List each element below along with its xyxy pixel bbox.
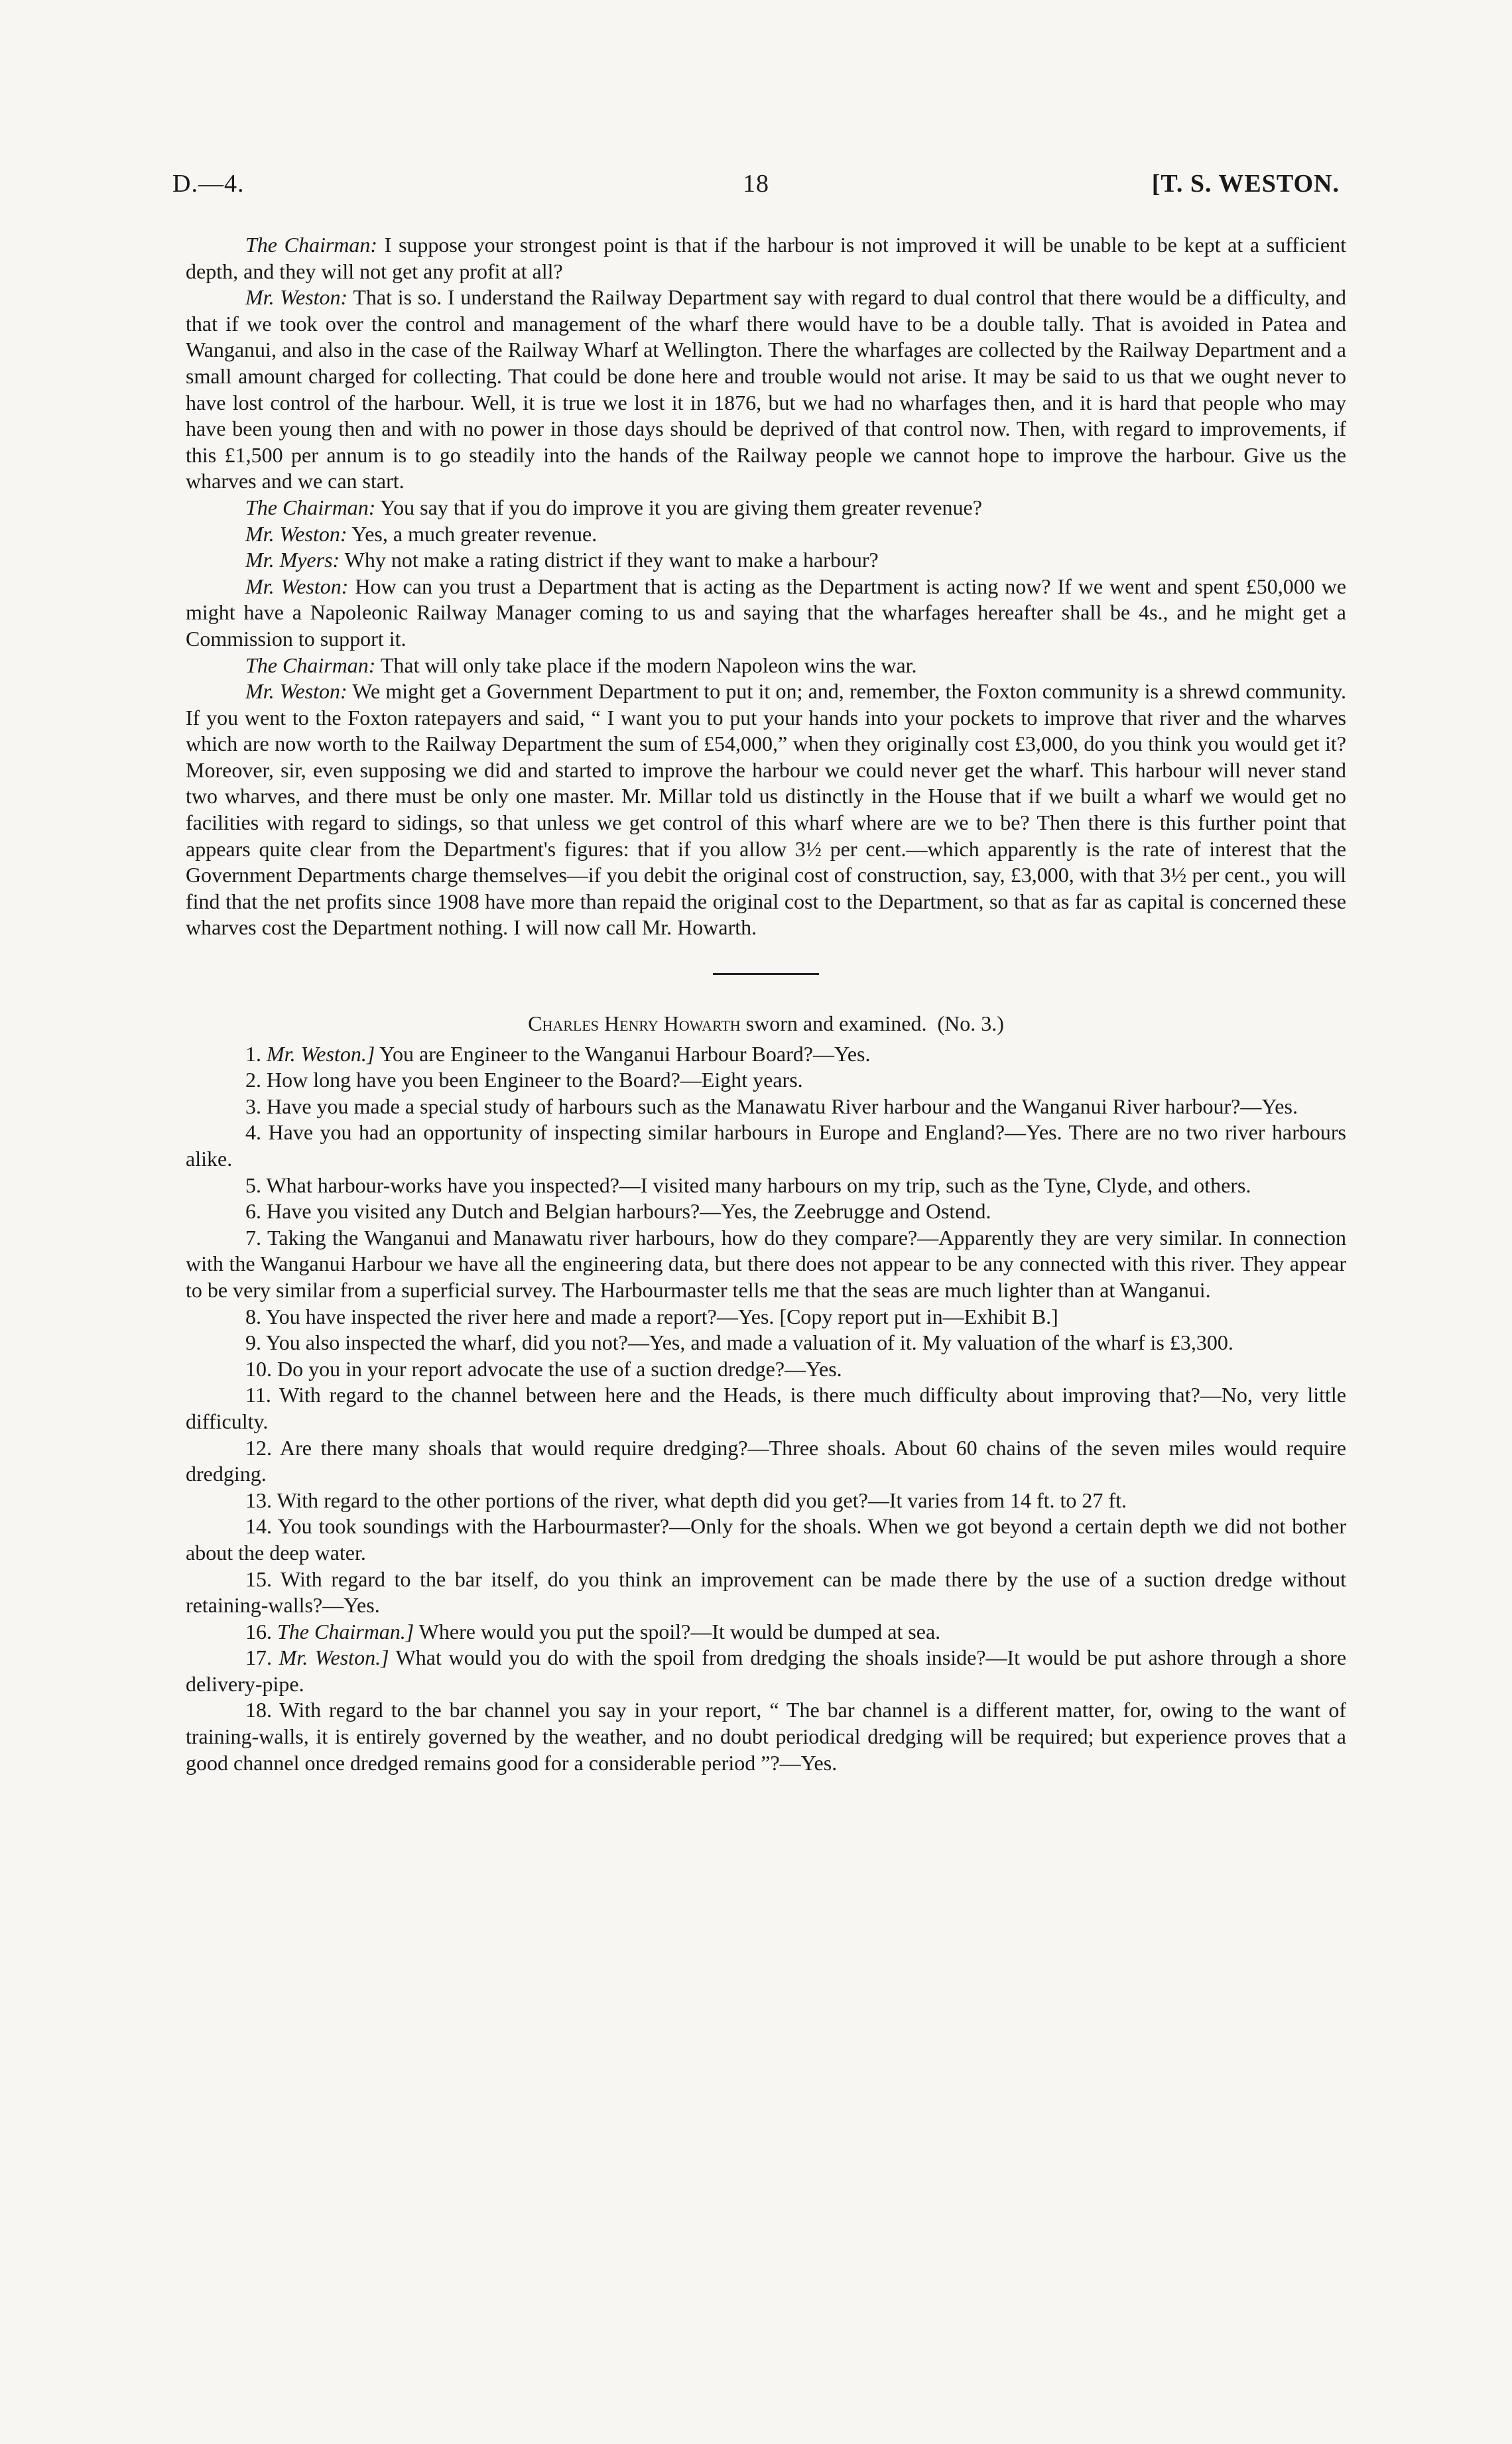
question-paragraph xyxy=(186,1513,1346,1566)
question-number: 11. xyxy=(245,1383,271,1407)
page-number: 18 xyxy=(743,170,769,198)
page-header xyxy=(172,169,1340,209)
dialogue-paragraph xyxy=(186,574,1346,653)
question-text: With regard to the bar itself, do you think an improvement can be made there by the use of a suction dredge without retaining-walls?—Yes. xyxy=(186,1567,1347,1618)
speech-text: Why not make a rating district if they want to make a harbour? xyxy=(340,548,879,572)
section-divider xyxy=(713,973,819,975)
speech-text: How can you trust a Department that is acting as the Department is acting now? If we went and spent £50,000 we might have a Napoleonic Railway Manager coming to us and saying that the wharfages hereafter shall be 4s., and he might get a Commission to support it. xyxy=(186,574,1347,651)
question-number: 9. xyxy=(245,1330,261,1355)
question-text: Where would you put the spoil?—It would be dumped at sea. xyxy=(414,1619,941,1643)
question-number: 12. xyxy=(245,1435,272,1460)
question-paragraph xyxy=(186,1041,1346,1068)
question-paragraph xyxy=(186,1697,1346,1776)
question-text: Are there many shoals that would require dredging?—Three shoals. About 60 chains of the seven miles would require dredging. xyxy=(186,1435,1347,1486)
question-number: 2. xyxy=(245,1068,261,1092)
question-paragraph xyxy=(186,1173,1346,1199)
question-text: Do you in your report advocate the use of a suction dredge?—Yes. xyxy=(277,1356,842,1381)
question-text: Have you visited any Dutch and Belgian harbours?—Yes, the Zeebrugge and Ostend. xyxy=(267,1199,991,1224)
question-number: 7. xyxy=(245,1225,261,1250)
question-text: What would you do with the spoil from dredging the shoals inside?—It would be put ashore through a shore delivery-pipe. xyxy=(186,1645,1347,1696)
question-paragraph xyxy=(186,1198,1346,1225)
question-paragraph xyxy=(186,1225,1346,1304)
question-paragraph xyxy=(186,1120,1346,1172)
examination-questions xyxy=(186,1041,1346,1777)
question-number: 16. xyxy=(245,1619,272,1643)
question-text: You are Engineer to the Wanganui Harbour Board?—Yes. xyxy=(375,1041,871,1066)
speaker-label: The Chairman: xyxy=(245,233,378,257)
dialogue-paragraph xyxy=(186,521,1346,548)
witness-heading: Charles Henry Howarth sworn and examined. (No. 3.) xyxy=(528,1011,1004,1036)
dialogue-paragraph xyxy=(186,678,1346,941)
question-paragraph xyxy=(186,1488,1346,1514)
questioner-label: Mr. Weston.] xyxy=(279,1645,389,1670)
question-text: What harbour-works have you inspected?—I visited many harbours on my trip, such as the Tyne, Clyde, and others. xyxy=(266,1173,1251,1197)
question-number: 13. xyxy=(245,1488,272,1512)
question-paragraph xyxy=(186,1435,1346,1488)
question-paragraph xyxy=(186,1567,1346,1619)
question-number: 4. xyxy=(245,1120,261,1145)
witness-header: [T. S. WESTON. xyxy=(1151,170,1340,198)
speaker-label: Mr. Myers: xyxy=(245,548,340,572)
question-number: 17. xyxy=(245,1645,272,1670)
speaker-label: Mr. Weston: xyxy=(245,521,347,546)
question-text: With regard to the other portions of the river, what depth did you get?—It varies from 14 ft. to 27 ft. xyxy=(277,1488,1127,1512)
speech-text: That will only take place if the modern Napoleon wins the war. xyxy=(375,653,917,677)
question-number: 5. xyxy=(245,1173,261,1197)
question-paragraph xyxy=(186,1067,1346,1094)
question-paragraph xyxy=(186,1330,1346,1356)
speaker-label: The Chairman: xyxy=(245,495,376,519)
document-reference: D.—4. xyxy=(172,170,245,198)
dialogue-paragraph xyxy=(186,653,1346,679)
opening-dialogue xyxy=(186,232,1346,941)
question-paragraph xyxy=(186,1619,1346,1645)
question-text: Taking the Wanganui and Manawatu river harbours, how do they compare?—Apparently they are very similar. In connection with the Wanganui Harbour we have all the engineering data, but there does not appear to be any connected with this river. They appear to be very similar from a superficial survey. The Harbourmaster tells me that the seas are much lighter than at Wanganui. xyxy=(186,1225,1347,1302)
question-number: 3. xyxy=(245,1094,261,1118)
question-number: 10. xyxy=(245,1356,272,1381)
document-body xyxy=(186,232,1346,1776)
question-text: Have you had an opportunity of inspecting similar harbours in Europe and England?—Yes. There are no two river harbours alike. xyxy=(186,1120,1347,1171)
question-number: 14. xyxy=(245,1514,272,1539)
question-number: 1. xyxy=(245,1041,261,1066)
question-text: You also inspected the wharf, did you not?—Yes, and made a valuation of it. My valuation of the wharf is £3,300. xyxy=(265,1330,1233,1355)
question-paragraph xyxy=(186,1645,1346,1697)
question-paragraph xyxy=(186,1382,1346,1435)
speech-text: I suppose your strongest point is that if the harbour is not improved it will be unable to be kept at a sufficient depth, and they will not get any profit at all? xyxy=(186,233,1346,283)
speech-text: You say that if you do improve it you are giving them greater revenue? xyxy=(375,495,982,519)
speech-text: Yes, a much greater revenue. xyxy=(347,521,598,546)
question-text: Have you made a special study of harbours such as the Manawatu River harbour and the Wanganui River harbour?—Yes. xyxy=(267,1094,1298,1118)
speaker-label: Mr. Weston: xyxy=(245,574,349,598)
speaker-label: The Chairman: xyxy=(245,653,376,677)
dialogue-paragraph xyxy=(186,285,1346,495)
questioner-label: The Chairman.] xyxy=(277,1619,414,1643)
question-number: 18. xyxy=(245,1698,272,1722)
speaker-label: Mr. Weston: xyxy=(245,285,348,310)
question-number: 6. xyxy=(245,1199,261,1224)
question-text: You took soundings with the Harbourmaster?—Only for the shoals. When we got beyond a certain depth we did not bother about the deep water. xyxy=(186,1514,1347,1565)
question-number: 15. xyxy=(245,1567,272,1591)
speaker-label: Mr. Weston: xyxy=(245,679,347,704)
question-text: With regard to the channel between here and the Heads, is there much difficulty about improving that?—No, very little difficulty. xyxy=(186,1383,1347,1433)
question-paragraph xyxy=(186,1304,1346,1330)
question-text: With regard to the bar channel you say in your report, “ The bar channel is a different matter, for, owing to the want of training-walls, it is entirely governed by the weather, and no doubt periodical dredging will be required; but experience proves that a good channel once dredged remains good for a considerable period ”?—Yes. xyxy=(186,1698,1347,1775)
question-text: How long have you been Engineer to the Board?—Eight years. xyxy=(267,1068,803,1092)
question-paragraph xyxy=(186,1094,1346,1120)
dialogue-paragraph xyxy=(186,232,1346,285)
speech-text: We might get a Government Department to put it on; and, remember, the Foxton community is a shrewd community. If you went to the Foxton ratepayers and said, “ I want you to put your hands into your pockets to improve that river and the wharves which are now worth to the Railway Department the sum of £54,000,” when they originally cost £3,000, do you think you would get it? Moreover, sir, even supposing we did and started to improve the harbour we could never get the wharf. This harbour will never stand two wharves, and there must be only one master. Mr. Millar told us distinctly in the House that if we built a wharf we would get no facilities with regard to sidings, so that unless we get control of this wharf where are we to be? Then there is this further point that appears quite clear from the Department's figures: that if you allow 3½ per cent.—which apparently is the rate of interest that the Government Departments charge themselves—if you debit the original cost of construction, say, £3,000, with that 3½ per cent., you will find that the net profits since 1908 have more than repaid the original cost to the Department, so that as far as capital is concerned these wharves cost the Department nothing. I will now call Mr. Howarth. xyxy=(186,679,1347,940)
dialogue-paragraph xyxy=(186,547,1346,574)
dialogue-paragraph xyxy=(186,495,1346,521)
question-number: 8. xyxy=(245,1304,261,1328)
question-text: You have inspected the river here and made a report?—Yes. [Copy report put in—Exhibit B.] xyxy=(265,1304,1058,1328)
questioner-label: Mr. Weston.] xyxy=(267,1041,375,1066)
speech-text: That is so. I understand the Railway Department say with regard to dual control that there would be a difficulty, and that if we took over the control and management of the wharf there would have to be a double tally. That is avoided in Patea and Wanganui, and also in the case of the Railway Wharf at Wellington. There the wharfages are collected by the Railway Department and a small amount charged for collecting. That could be done here and trouble would not arise. It may be said to us that we ought never to have lost control of the harbour. Well, it is true we lost it in 1876, but we had no wharfages then, and it is hard that people who may have been young then and with no power in those days should be deprived of that control now. Then, with regard to improvements, if this £1,500 per annum is to go steadily into the hands of the Railway people we cannot hope to improve the harbour. Give us the wharves and we can start. xyxy=(186,285,1347,493)
question-paragraph xyxy=(186,1356,1346,1383)
